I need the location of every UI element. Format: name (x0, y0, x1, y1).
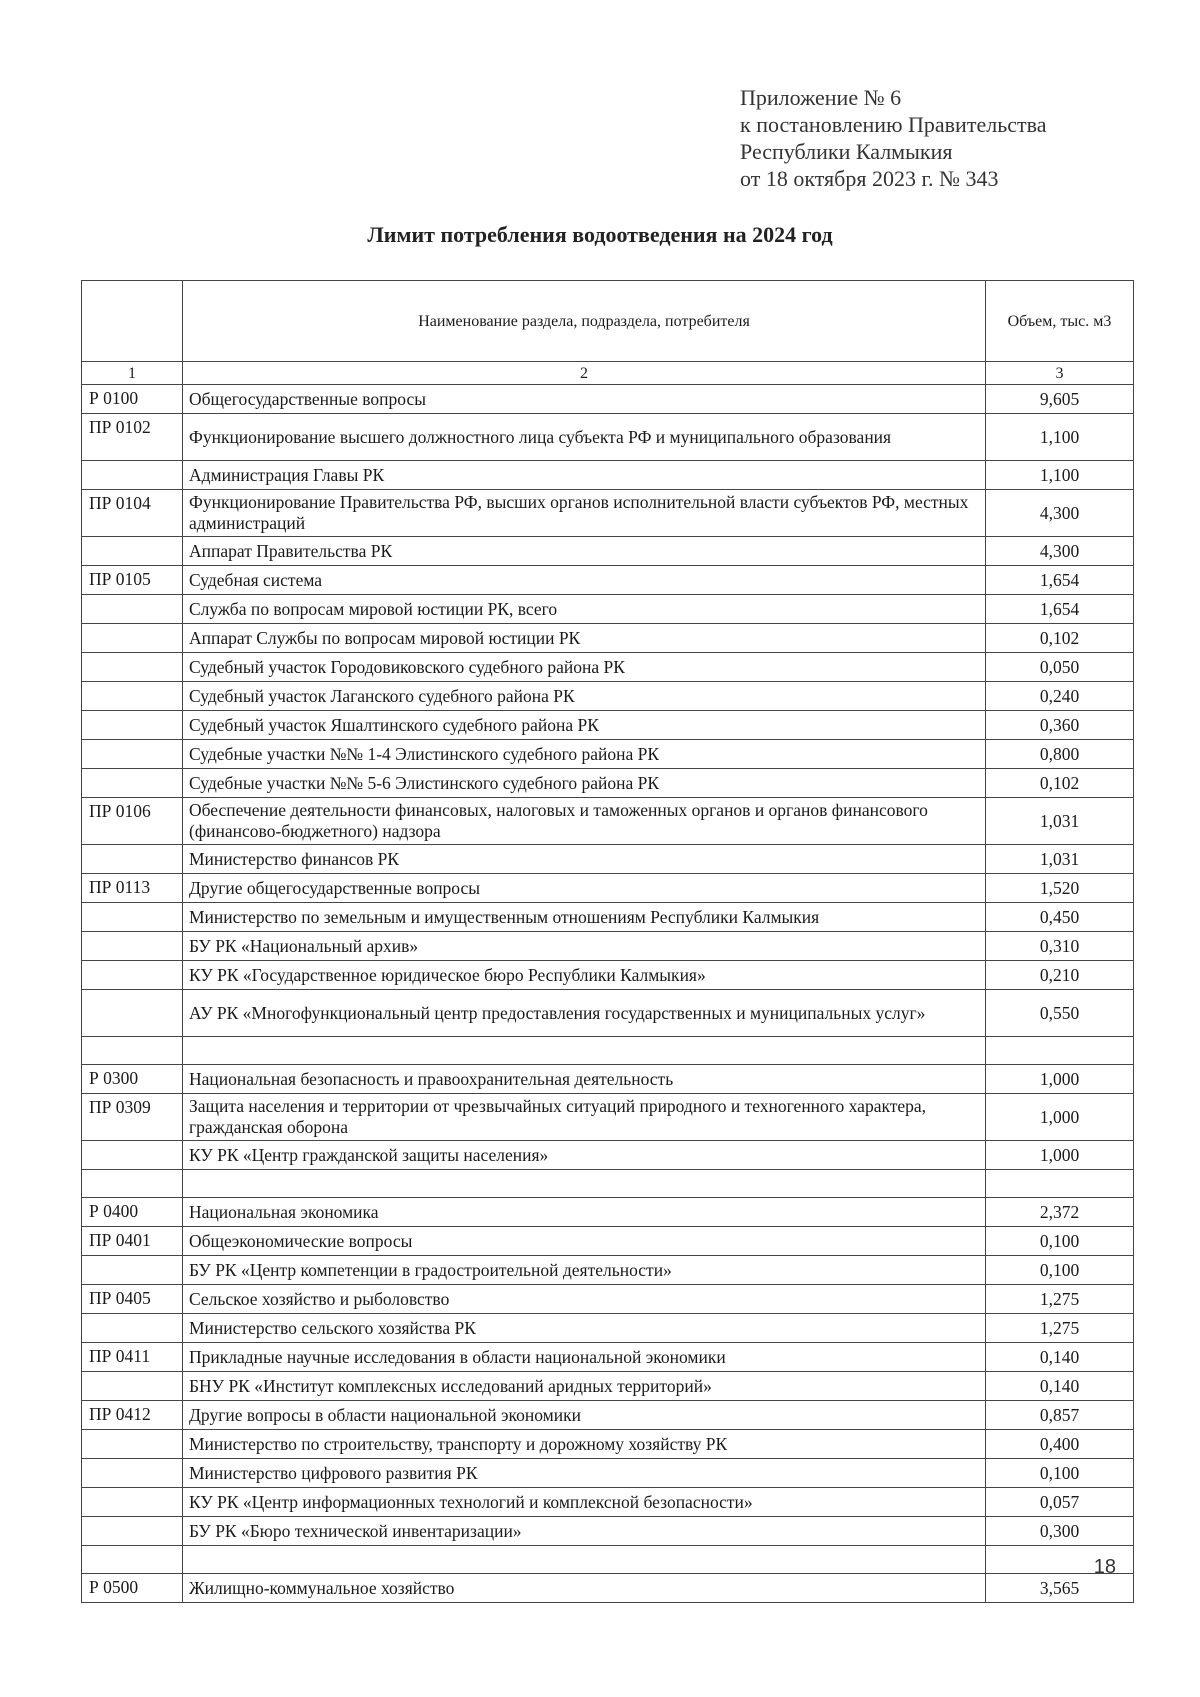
row-volume: 4,300 (986, 490, 1134, 537)
row-name: БНУ РК «Институт комплексных исследований аридных территорий» (183, 1372, 986, 1401)
row-name: БУ РК «Центр компетенции в градостроительной деятельности» (183, 1256, 986, 1285)
annex-line: Республики Калмыкия (740, 139, 953, 164)
row-volume: 1,000 (986, 1065, 1134, 1094)
row-name: Министерство сельского хозяйства РК (183, 1314, 986, 1343)
row-volume: 0,360 (986, 711, 1134, 740)
table-row (82, 1372, 1134, 1401)
row-code (82, 682, 183, 711)
limits-table-body (82, 281, 1134, 1603)
row-code (82, 903, 183, 932)
table-row (82, 769, 1134, 798)
row-volume: 0,140 (986, 1343, 1134, 1372)
row-volume: 0,450 (986, 903, 1134, 932)
row-code (82, 1141, 183, 1170)
table-row (82, 1141, 1134, 1170)
row-volume: 9,605 (986, 385, 1134, 414)
row-code (82, 537, 183, 566)
row-code: ПР 0309 (82, 1094, 183, 1141)
table-row (82, 740, 1134, 769)
row-code (82, 461, 183, 490)
table-row (82, 845, 1134, 874)
row-volume: 0,100 (986, 1227, 1134, 1256)
row-name (183, 1037, 986, 1065)
table-row (82, 653, 1134, 682)
table-row (82, 682, 1134, 711)
row-code: ПР 0104 (82, 490, 183, 537)
row-name: Другие вопросы в области национальной экономики (183, 1401, 986, 1430)
table-row (82, 903, 1134, 932)
row-volume: 1,520 (986, 874, 1134, 903)
row-name (183, 1546, 986, 1574)
row-volume: 0,140 (986, 1372, 1134, 1401)
table-row (82, 1517, 1134, 1546)
table-header-row (82, 281, 1134, 362)
row-name: Аппарат Службы по вопросам мировой юстиции РК (183, 624, 986, 653)
row-code (82, 845, 183, 874)
row-name: Министерство финансов РК (183, 845, 986, 874)
row-name: КУ РК «Государственное юридическое бюро Республики Калмыкия» (183, 961, 986, 990)
row-name: Национальная экономика (183, 1198, 986, 1227)
row-volume: 0,057 (986, 1488, 1134, 1517)
row-code: ПР 0405 (82, 1285, 183, 1314)
header-code (82, 281, 183, 362)
row-name: АУ РК «Многофункциональный центр предоставления государственных и муниципальных услуг» (183, 990, 986, 1037)
row-volume: 1,275 (986, 1314, 1134, 1343)
row-code: ПР 0105 (82, 566, 183, 595)
row-volume: 1,654 (986, 566, 1134, 595)
row-volume: 1,031 (986, 845, 1134, 874)
row-name: Сельское хозяйство и рыболовство (183, 1285, 986, 1314)
row-name: КУ РК «Центр информационных технологий и комплексной безопасности» (183, 1488, 986, 1517)
row-code: ПР 0113 (82, 874, 183, 903)
table-row (82, 961, 1134, 990)
row-code: Р 0300 (82, 1065, 183, 1094)
table-row (82, 1488, 1134, 1517)
row-volume: 3,565 (986, 1574, 1134, 1603)
row-code (82, 624, 183, 653)
row-code (82, 1037, 183, 1065)
table-row (82, 1198, 1134, 1227)
row-code: Р 0400 (82, 1198, 183, 1227)
table-row (82, 461, 1134, 490)
row-code (82, 932, 183, 961)
table-spacer-row (82, 1037, 1134, 1065)
row-code (82, 1459, 183, 1488)
row-code (82, 990, 183, 1037)
row-code: ПР 0102 (82, 414, 183, 461)
table-row (82, 490, 1134, 537)
row-volume: 0,310 (986, 932, 1134, 961)
table-row (82, 566, 1134, 595)
row-volume: 1,654 (986, 595, 1134, 624)
table-row (82, 595, 1134, 624)
row-name: Министерство по земельным и имущественным отношениям Республики Калмыкия (183, 903, 986, 932)
row-code: Р 0100 (82, 385, 183, 414)
row-volume: 0,857 (986, 1401, 1134, 1430)
row-volume: 0,800 (986, 740, 1134, 769)
row-volume: 0,300 (986, 1517, 1134, 1546)
row-volume: 1,000 (986, 1141, 1134, 1170)
table-row (82, 1314, 1134, 1343)
row-code: ПР 0106 (82, 798, 183, 845)
row-volume: 0,100 (986, 1459, 1134, 1488)
row-volume: 1,031 (986, 798, 1134, 845)
row-name: Судебный участок Яшалтинского судебного района РК (183, 711, 986, 740)
row-volume: 0,400 (986, 1430, 1134, 1459)
row-volume (986, 1037, 1134, 1065)
row-name: Функционирование высшего должностного лица субъекта РФ и муниципального образования (183, 414, 986, 461)
table-row (82, 1459, 1134, 1488)
table-row (82, 874, 1134, 903)
row-code (82, 1517, 183, 1546)
row-name: КУ РК «Центр гражданской защиты населения» (183, 1141, 986, 1170)
row-name: Общеэкономические вопросы (183, 1227, 986, 1256)
header-name: Наименование раздела, подраздела, потребителя (183, 281, 986, 362)
row-name: Аппарат Правительства РК (183, 537, 986, 566)
table-row (82, 798, 1134, 845)
row-name: Функционирование Правительства РФ, высших органов исполнительной власти субъектов РФ, местных администраций (183, 490, 986, 537)
row-name: Судебная система (183, 566, 986, 595)
row-code (82, 1430, 183, 1459)
row-code (82, 1546, 183, 1574)
row-volume: 1,000 (986, 1094, 1134, 1141)
table-row (82, 1256, 1134, 1285)
table-spacer-row (82, 1546, 1134, 1574)
table-spacer-row (82, 1170, 1134, 1198)
column-number-row (82, 362, 1134, 385)
row-code (82, 1372, 183, 1401)
row-name: Министерство цифрового развития РК (183, 1459, 986, 1488)
row-volume: 2,372 (986, 1198, 1134, 1227)
row-volume: 0,240 (986, 682, 1134, 711)
table-row (82, 385, 1134, 414)
row-name: БУ РК «Бюро технической инвентаризации» (183, 1517, 986, 1546)
annex-line: Приложение № 6 (740, 85, 902, 110)
row-code (82, 711, 183, 740)
table-row (82, 1065, 1134, 1094)
row-name: Судебные участки №№ 5-6 Элистинского судебного района РК (183, 769, 986, 798)
row-code (82, 595, 183, 624)
row-name: Обеспечение деятельности финансовых, налоговых и таможенных органов и органов финансового (финансово-бюджетного) надзора (183, 798, 986, 845)
row-name: Судебный участок Лаганского судебного района РК (183, 682, 986, 711)
row-code (82, 653, 183, 682)
row-name: Министерство по строительству, транспорту и дорожному хозяйству РК (183, 1430, 986, 1459)
row-volume: 1,275 (986, 1285, 1134, 1314)
row-volume: 0,100 (986, 1256, 1134, 1285)
annex-line: от 18 октября 2023 г. № 343 (740, 166, 999, 191)
row-name: Жилищно-коммунальное хозяйство (183, 1574, 986, 1603)
table-row (82, 537, 1134, 566)
row-code: ПР 0411 (82, 1343, 183, 1372)
row-name: БУ РК «Национальный архив» (183, 932, 986, 961)
row-name: Национальная безопасность и правоохранительная деятельность (183, 1065, 986, 1094)
row-code (82, 1314, 183, 1343)
row-code (82, 769, 183, 798)
row-volume: 1,100 (986, 461, 1134, 490)
row-code (82, 1170, 183, 1198)
column-number: 1 (82, 362, 183, 385)
row-code: Р 0500 (82, 1574, 183, 1603)
row-volume (986, 1170, 1134, 1198)
row-code (82, 961, 183, 990)
row-volume: 0,102 (986, 769, 1134, 798)
table-row (82, 414, 1134, 461)
table-row (82, 990, 1134, 1037)
row-code: ПР 0401 (82, 1227, 183, 1256)
row-name: Другие общегосударственные вопросы (183, 874, 986, 903)
table-row (82, 1285, 1134, 1314)
row-volume: 0,102 (986, 624, 1134, 653)
row-volume: 0,050 (986, 653, 1134, 682)
row-name: Администрация Главы РК (183, 461, 986, 490)
table-row (82, 1574, 1134, 1603)
row-name (183, 1170, 986, 1198)
annex-line: к постановлению Правительства (740, 112, 1047, 137)
row-name: Общегосударственные вопросы (183, 385, 986, 414)
table-row (82, 932, 1134, 961)
row-code: ПР 0412 (82, 1401, 183, 1430)
column-number: 2 (183, 362, 986, 385)
row-volume: 4,300 (986, 537, 1134, 566)
row-volume: 0,210 (986, 961, 1134, 990)
row-volume: 1,100 (986, 414, 1134, 461)
annex-block (740, 84, 1046, 192)
table-row (82, 1094, 1134, 1141)
table-row (82, 1401, 1134, 1430)
row-name: Защита населения и территории от чрезвычайных ситуаций природного и техногенного характера, гражданская оборона (183, 1094, 986, 1141)
column-number: 3 (986, 362, 1134, 385)
row-code (82, 740, 183, 769)
row-code (82, 1488, 183, 1517)
table-row (82, 624, 1134, 653)
table-row (82, 1227, 1134, 1256)
row-name: Судебный участок Городовиковского судебного района РК (183, 653, 986, 682)
row-name: Прикладные научные исследования в области национальной экономики (183, 1343, 986, 1372)
limits-table (81, 280, 1134, 1603)
row-name: Служба по вопросам мировой юстиции РК, всего (183, 595, 986, 624)
row-name: Судебные участки №№ 1-4 Элистинского судебного района РК (183, 740, 986, 769)
page-number: 18 (1093, 1556, 1116, 1578)
header-volume: Объем, тыс. м3 (986, 281, 1134, 362)
table-row (82, 711, 1134, 740)
table-row (82, 1343, 1134, 1372)
row-code (82, 1256, 183, 1285)
row-volume: 0,550 (986, 990, 1134, 1037)
document-title: Лимит потребления водоотведения на 2024 год (367, 222, 833, 247)
table-row (82, 1430, 1134, 1459)
